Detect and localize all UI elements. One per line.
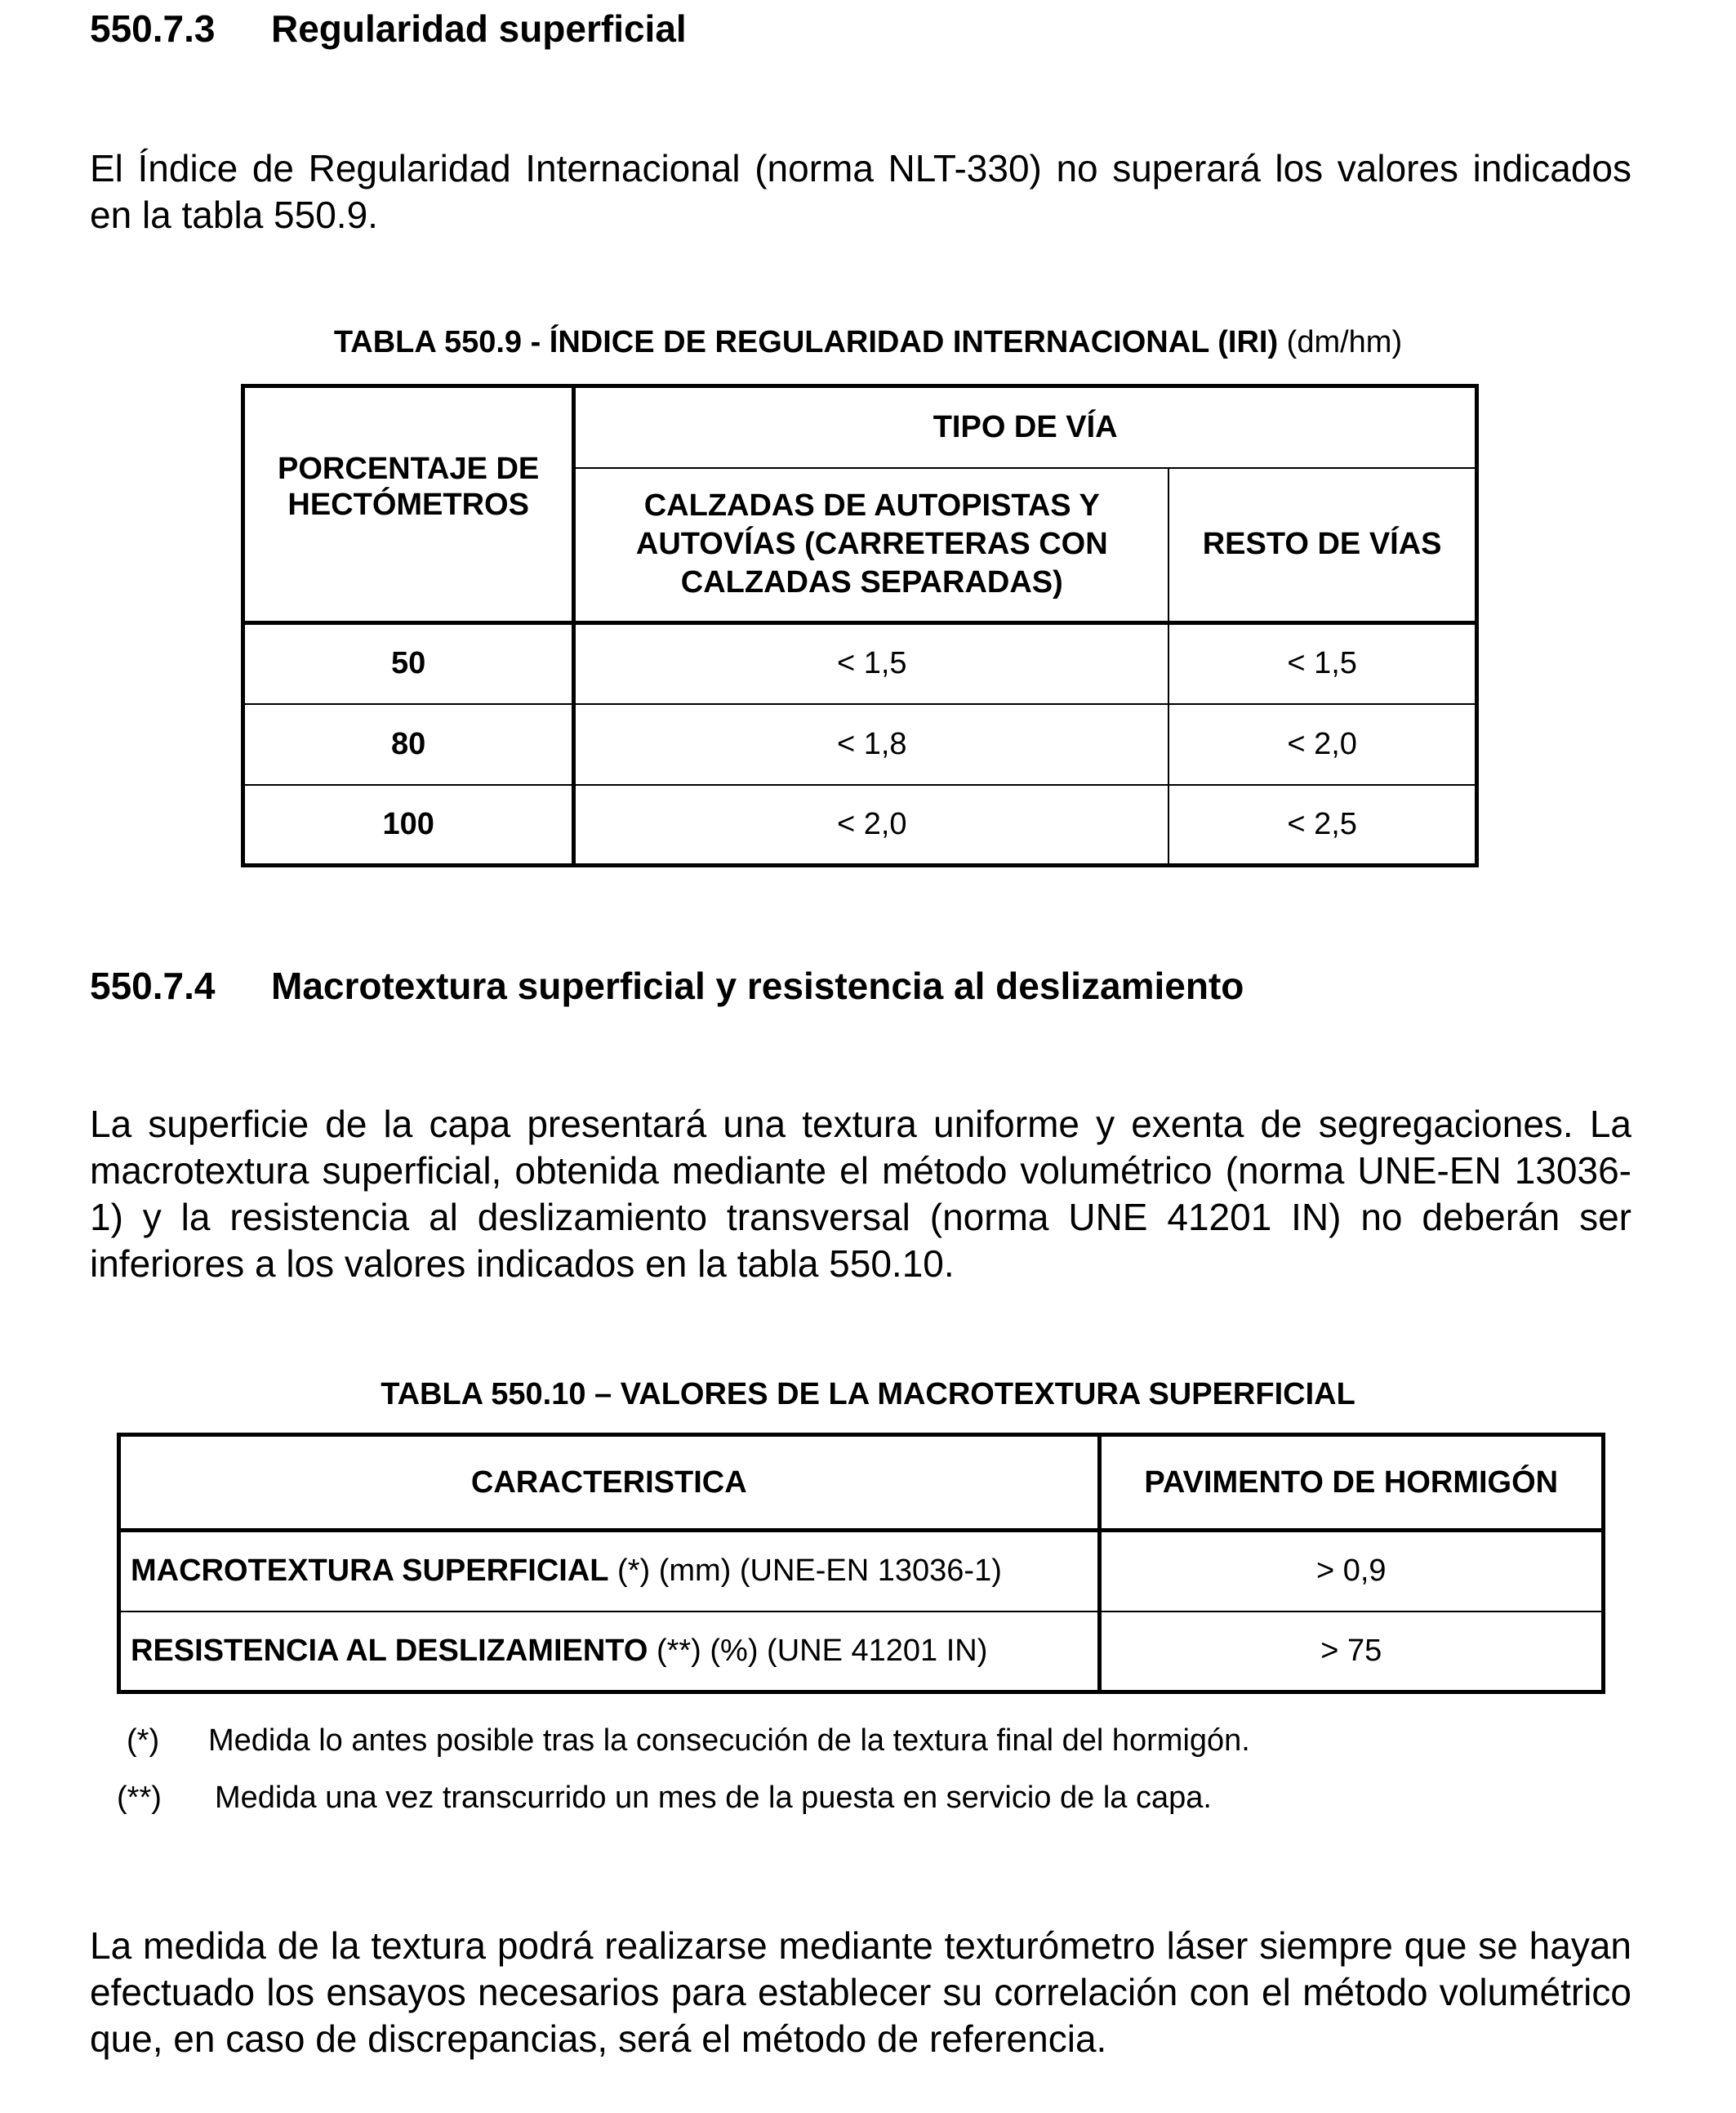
cell-caracteristica: MACROTEXTURA SUPERFICIAL (*) (mm) (UNE-EN 13036-1) [119,1531,1100,1611]
paragraph-text: La medida de la textura podrá realizarse mediante texturómetro láser siempre que se hayan efectuado los ensayos necesarios para establecer su correlación con el método volumétrico que, en caso de discrepancias, será el método de referencia. [90,1924,1631,2060]
header-tipo-de-via: TIPO DE VÍA [574,386,1477,468]
cell-resto: < 2,0 [1168,704,1476,785]
cell-pct: 50 [243,623,574,704]
paragraph-regularidad [90,145,1631,238]
cell-autopistas: < 1,5 [574,623,1168,704]
cell-valor: > 75 [1099,1611,1603,1692]
table-row [243,704,1477,785]
cell-resto: < 1,5 [1168,623,1476,704]
header-porcentaje: PORCENTAJE DE HECTÓMETROS [243,386,574,623]
paragraph-text: La superficie de la capa presentará una textura uniforme y exenta de segregaciones. La macrotextura superficial, obtenida mediante el método volumétrico (norma UNE-EN 13036-1) y la resistencia al deslizamiento transversal (norma UNE 41201 IN) no deberán ser inferiores a los valores indicados en la tabla 550.10. [90,1103,1631,1285]
table-550-10 [117,1433,1605,1694]
paragraph-text: El Índice de Regularidad Internacional (norma NLT-330) no superará los valores indicados en la tabla 550.9. [90,147,1631,236]
cell-resto: < 2,5 [1168,785,1476,866]
table-row [119,1611,1604,1692]
footnote-1 [127,1723,1250,1759]
section-heading-550-7-3 [90,7,687,51]
footnote-mark: (*) [127,1723,160,1758]
caption-title: TABLA 550.9 - ÍNDICE DE REGULARIDAD INTERNACIONAL (IRI) [333,325,1279,359]
header-caracteristica: CARACTERISTICA [119,1435,1100,1531]
table-550-9 [241,384,1479,867]
paragraph-texturometro [90,1923,1631,2062]
table-row [243,785,1477,866]
footnote-text: Medida lo antes posible tras la consecución de la textura final del hormigón. [208,1723,1250,1758]
footnote-mark: (**) [117,1781,162,1815]
cell-pct: 100 [243,785,574,866]
table-row [243,623,1477,704]
footnote-text: Medida una vez transcurrido un mes de la puesta en servicio de la capa. [215,1781,1212,1815]
header-pavimento: PAVIMENTO DE HORMIGÓN [1099,1435,1603,1531]
cell-caracteristica: RESISTENCIA AL DESLIZAMIENTO (**) (%) (UNE 41201 IN) [119,1611,1100,1692]
section-number: 550.7.3 [90,7,216,50]
cell-pct: 80 [243,704,574,785]
section-title: Regularidad superficial [271,7,687,50]
section-number: 550.7.4 [90,965,216,1007]
section-title: Macrotextura superficial y resistencia al deslizamiento [271,965,1244,1007]
section-heading-550-7-4 [90,964,1244,1008]
cell-valor: > 0,9 [1099,1531,1603,1611]
table-550-10-caption: TABLA 550.10 – VALORES DE LA MACROTEXTURA SUPERFICIAL [381,1377,1355,1411]
table-550-9-caption [0,325,1736,360]
caption-unit: (dm/hm) [1286,325,1403,359]
table-row [119,1531,1604,1611]
footnote-2 [117,1781,1212,1816]
header-autopistas: CALZADAS DE AUTOPISTAS Y AUTOVÍAS (CARRETERAS CON CALZADAS SEPARADAS) [574,468,1168,623]
paragraph-macrotextura [90,1101,1631,1287]
cell-autopistas: < 2,0 [574,785,1168,866]
cell-autopistas: < 1,8 [574,704,1168,785]
header-resto-de-vias: RESTO DE VÍAS [1168,468,1476,623]
